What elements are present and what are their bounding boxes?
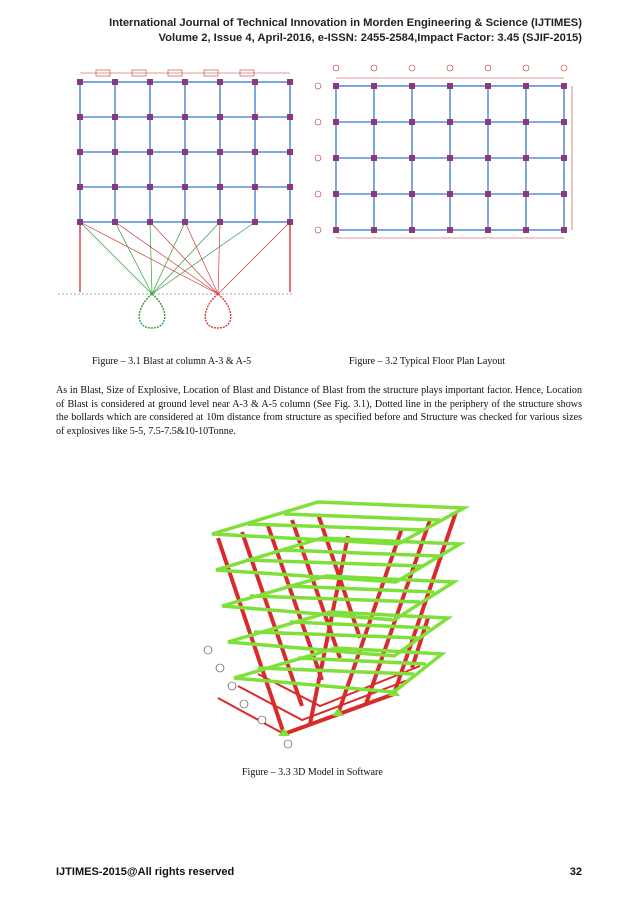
figure-3-2-caption: Figure – 3.2 Typical Floor Plan Layout bbox=[349, 356, 506, 367]
page-number: 32 bbox=[569, 866, 582, 878]
figure-3-1 bbox=[56, 62, 296, 352]
grid-bubbles-left bbox=[315, 83, 321, 233]
journal-header bbox=[109, 16, 582, 46]
dimension-line-top bbox=[80, 70, 290, 76]
figure-3-3-caption: Figure – 3.3 3D Model in Software bbox=[242, 767, 383, 778]
blast-loop-red bbox=[205, 294, 231, 328]
grid-bubbles-top bbox=[333, 65, 567, 78]
footer-copyright: IJTIMES-2015@All rights reserved bbox=[56, 866, 235, 878]
figure-3-2 bbox=[312, 62, 580, 246]
axis-bubbles bbox=[204, 646, 292, 748]
3d-model-drawing bbox=[198, 498, 476, 754]
figure-3-3 bbox=[198, 498, 476, 754]
journal-title: International Journal of Technical Innovation in Morden Engineering & Science (IJTIMES) bbox=[109, 17, 582, 29]
blast-lines-red bbox=[80, 222, 290, 294]
figure-3-1-caption: Figure – 3.1 Blast at column A-3 & A-5 bbox=[92, 356, 252, 367]
body-paragraph: As in Blast, Size of Explosive, Location of Blast and Distance of Blast from the structure plays important factor. Hence, Location of Blast is considered at ground level near A-3 & A-5 column (See Fig. 3.1), Dotted line in the periphery of the structure shows the bollards which are considered at 10m distance from structure as specified before and Structure was checked for various sizes of explosives like 5-5, 7.5-7.5&10-10Tonne. bbox=[56, 385, 582, 437]
floor-plan-drawing bbox=[312, 62, 580, 246]
blast-elevation-drawing bbox=[56, 62, 296, 352]
blast-loop-green bbox=[139, 294, 165, 328]
columns-below bbox=[80, 222, 290, 292]
journal-volume-info: Volume 2, Issue 4, April-2016, e-ISSN: 2455-2584,Impact Factor: 3.45 (SJIF-2015) bbox=[158, 32, 582, 44]
